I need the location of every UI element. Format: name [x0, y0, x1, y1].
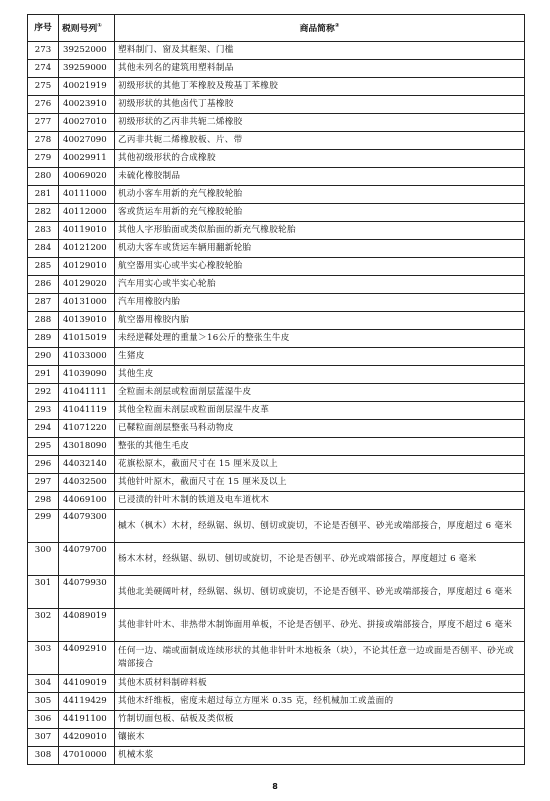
row-product-name: 整张的其他生毛皮 — [115, 438, 525, 456]
row-product-name: 镶嵌木 — [115, 729, 525, 747]
row-product-name: 初级形状的乙丙非共轭二烯橡胶 — [115, 114, 525, 132]
header-name — [115, 15, 525, 42]
table-row — [28, 258, 525, 276]
row-index: 286 — [28, 276, 59, 294]
row-product-name: 其他未列名的建筑用塑料制品 — [115, 60, 525, 78]
table-row — [28, 60, 525, 78]
row-product-name: 其他人字形胎面或类似胎面的新充气橡胶轮胎 — [115, 222, 525, 240]
row-index: 282 — [28, 204, 59, 222]
row-tariff-code: 40027090 — [59, 132, 115, 150]
row-index: 283 — [28, 222, 59, 240]
row-index: 296 — [28, 456, 59, 474]
table-row — [28, 348, 525, 366]
row-product-name: 其他木质材料制碎料板 — [115, 675, 525, 693]
row-index: 305 — [28, 693, 59, 711]
table-row — [28, 492, 525, 510]
table-row — [28, 168, 525, 186]
row-tariff-code: 40021919 — [59, 78, 115, 96]
row-index: 294 — [28, 420, 59, 438]
row-tariff-code: 44092910 — [59, 642, 115, 675]
row-product-name: 其他木纤维板，密度未超过每立方厘米 0.35 克，经机械加工或盖面的 — [115, 693, 525, 711]
row-product-name: 汽车用实心或半实心轮胎 — [115, 276, 525, 294]
row-product-name: 已浸渍的针叶木制的铁道及电车道枕木 — [115, 492, 525, 510]
table-row — [28, 186, 525, 204]
table-row — [28, 510, 525, 543]
table-row — [28, 576, 525, 609]
row-tariff-code: 41071220 — [59, 420, 115, 438]
row-tariff-code: 40121200 — [59, 240, 115, 258]
row-product-name: 任何一边、端或面制成连续形状的其他非针叶木地板条（块），不论其任意一边或面是否刨平、砂光或端部接合 — [115, 642, 525, 675]
row-product-name: 初级形状的其他卤代丁基橡胶 — [115, 96, 525, 114]
table-row — [28, 312, 525, 330]
header-code — [59, 15, 115, 42]
table-row — [28, 420, 525, 438]
row-product-name: 槭木（枫木）木材，经纵锯、纵切、刨切或旋切，不论是否刨平、砂光或端部接合，厚度超过 6 毫米 — [115, 510, 525, 543]
row-index: 289 — [28, 330, 59, 348]
header-index — [28, 15, 59, 42]
row-product-name: 航空器用实心或半实心橡胶轮胎 — [115, 258, 525, 276]
row-product-name: 机械木浆 — [115, 747, 525, 765]
row-product-name: 花旗松原木，截面尺寸在 15 厘米及以上 — [115, 456, 525, 474]
row-product-name: 航空器用橡胶内胎 — [115, 312, 525, 330]
row-product-name: 生猪皮 — [115, 348, 525, 366]
table-row — [28, 294, 525, 312]
row-index: 273 — [28, 42, 59, 60]
row-index: 306 — [28, 711, 59, 729]
row-index: 279 — [28, 150, 59, 168]
header-index-label: 序号 — [34, 22, 52, 33]
row-product-name: 客或货运车用新的充气橡胶轮胎 — [115, 204, 525, 222]
row-product-name: 汽车用橡胶内胎 — [115, 294, 525, 312]
row-index: 300 — [28, 543, 59, 576]
row-tariff-code: 43018090 — [59, 438, 115, 456]
table-row — [28, 276, 525, 294]
row-index: 292 — [28, 384, 59, 402]
row-tariff-code: 44032140 — [59, 456, 115, 474]
row-product-name: 乙丙非共轭二烯橡胶板、片、带 — [115, 132, 525, 150]
table-row — [28, 543, 525, 576]
table-row — [28, 204, 525, 222]
row-product-name: 已鞣粒面剖层整张马科动物皮 — [115, 420, 525, 438]
tariff-table — [27, 14, 525, 765]
row-tariff-code: 41015019 — [59, 330, 115, 348]
row-index: 287 — [28, 294, 59, 312]
row-tariff-code: 44191100 — [59, 711, 115, 729]
table-row — [28, 693, 525, 711]
row-index: 278 — [28, 132, 59, 150]
row-product-name: 机动小客车用新的充气橡胶轮胎 — [115, 186, 525, 204]
row-index: 302 — [28, 609, 59, 642]
table-row — [28, 675, 525, 693]
row-index: 303 — [28, 642, 59, 675]
row-index: 298 — [28, 492, 59, 510]
row-index: 304 — [28, 675, 59, 693]
row-tariff-code: 40029911 — [59, 150, 115, 168]
row-tariff-code: 41041111 — [59, 384, 115, 402]
row-tariff-code: 40129010 — [59, 258, 115, 276]
row-tariff-code: 44069100 — [59, 492, 115, 510]
table-row — [28, 384, 525, 402]
table-row — [28, 609, 525, 642]
table-row — [28, 642, 525, 675]
row-product-name: 未经逆鞣处理的重量＞16公斤的整张生牛皮 — [115, 330, 525, 348]
row-tariff-code: 39252000 — [59, 42, 115, 60]
row-tariff-code: 40069020 — [59, 168, 115, 186]
row-tariff-code: 39259000 — [59, 60, 115, 78]
row-tariff-code: 40027010 — [59, 114, 115, 132]
page-number: 8 — [272, 782, 278, 791]
row-index: 307 — [28, 729, 59, 747]
row-tariff-code: 40023910 — [59, 96, 115, 114]
table-row — [28, 438, 525, 456]
table-row — [28, 42, 525, 60]
row-tariff-code: 41033000 — [59, 348, 115, 366]
table-row — [28, 240, 525, 258]
row-tariff-code: 40112000 — [59, 204, 115, 222]
table-row — [28, 78, 525, 96]
table-row — [28, 729, 525, 747]
row-tariff-code: 44079300 — [59, 510, 115, 543]
row-product-name: 机动大客车或货运车辆用翻新轮胎 — [115, 240, 525, 258]
table-body — [28, 42, 525, 765]
header-code-footnote: ① — [97, 23, 102, 30]
row-index: 285 — [28, 258, 59, 276]
row-tariff-code: 40129020 — [59, 276, 115, 294]
table-row — [28, 150, 525, 168]
row-index: 290 — [28, 348, 59, 366]
row-product-name: 其他针叶原木，截面尺寸在 15 厘米及以上 — [115, 474, 525, 492]
row-product-name: 杨木木材，经纵锯、纵切、刨切或旋切，不论是否刨平、砂光或端部接合，厚度超过 6 毫米 — [115, 543, 525, 576]
row-tariff-code: 40131000 — [59, 294, 115, 312]
row-product-name: 初级形状的其他丁苯橡胶及羧基丁苯橡胶 — [115, 78, 525, 96]
row-tariff-code: 44079700 — [59, 543, 115, 576]
row-product-name: 塑料制门、窗及其框架、门槛 — [115, 42, 525, 60]
row-tariff-code: 44079930 — [59, 576, 115, 609]
row-index: 277 — [28, 114, 59, 132]
table-row — [28, 366, 525, 384]
table-row — [28, 474, 525, 492]
table-row — [28, 330, 525, 348]
row-tariff-code: 41041119 — [59, 402, 115, 420]
row-index: 276 — [28, 96, 59, 114]
row-product-name: 全粒面未剖层或粒面剖层蓝湿牛皮 — [115, 384, 525, 402]
row-index: 299 — [28, 510, 59, 543]
header-code-label: 税则号列 — [62, 23, 98, 34]
table-row — [28, 222, 525, 240]
row-tariff-code: 44109019 — [59, 675, 115, 693]
row-product-name: 未硫化橡胶制品 — [115, 168, 525, 186]
row-tariff-code: 40139010 — [59, 312, 115, 330]
table-row — [28, 747, 525, 765]
row-tariff-code: 40111000 — [59, 186, 115, 204]
row-tariff-code: 44119429 — [59, 693, 115, 711]
table-row — [28, 711, 525, 729]
row-index: 297 — [28, 474, 59, 492]
row-index: 288 — [28, 312, 59, 330]
table-row — [28, 402, 525, 420]
row-tariff-code: 44032500 — [59, 474, 115, 492]
row-index: 280 — [28, 168, 59, 186]
row-product-name: 其他北美硬阔叶材，经纵锯、纵切、刨切或旋切，不论是否刨平、砂光或端部接合，厚度超过 6 毫米 — [115, 576, 525, 609]
row-index: 301 — [28, 576, 59, 609]
row-product-name: 竹制切面包板、砧板及类似板 — [115, 711, 525, 729]
row-index: 295 — [28, 438, 59, 456]
row-product-name: 其他全粒面未剖层或粒面剖层湿牛皮革 — [115, 402, 525, 420]
row-index: 291 — [28, 366, 59, 384]
tariff-table-container — [27, 14, 524, 765]
row-product-name: 其他初级形状的合成橡胶 — [115, 150, 525, 168]
row-index: 274 — [28, 60, 59, 78]
row-tariff-code: 40119010 — [59, 222, 115, 240]
row-index: 275 — [28, 78, 59, 96]
row-product-name: 其他非针叶木、非热带木制饰面用单板，不论是否刨平、砂光、拼接或端部接合，厚度不超过 6 毫米 — [115, 609, 525, 642]
row-tariff-code: 44089019 — [59, 609, 115, 642]
row-index: 281 — [28, 186, 59, 204]
row-index: 293 — [28, 402, 59, 420]
row-tariff-code: 41039090 — [59, 366, 115, 384]
header-name-footnote: ② — [334, 23, 340, 30]
table-row — [28, 456, 525, 474]
header-name-label: 商品简称 — [299, 23, 335, 34]
row-tariff-code: 47010000 — [59, 747, 115, 765]
row-index: 308 — [28, 747, 59, 765]
row-index: 284 — [28, 240, 59, 258]
row-tariff-code: 44209010 — [59, 729, 115, 747]
table-header-row — [28, 15, 525, 42]
table-row — [28, 96, 525, 114]
row-product-name: 其他生皮 — [115, 366, 525, 384]
table-row — [28, 114, 525, 132]
table-row — [28, 132, 525, 150]
